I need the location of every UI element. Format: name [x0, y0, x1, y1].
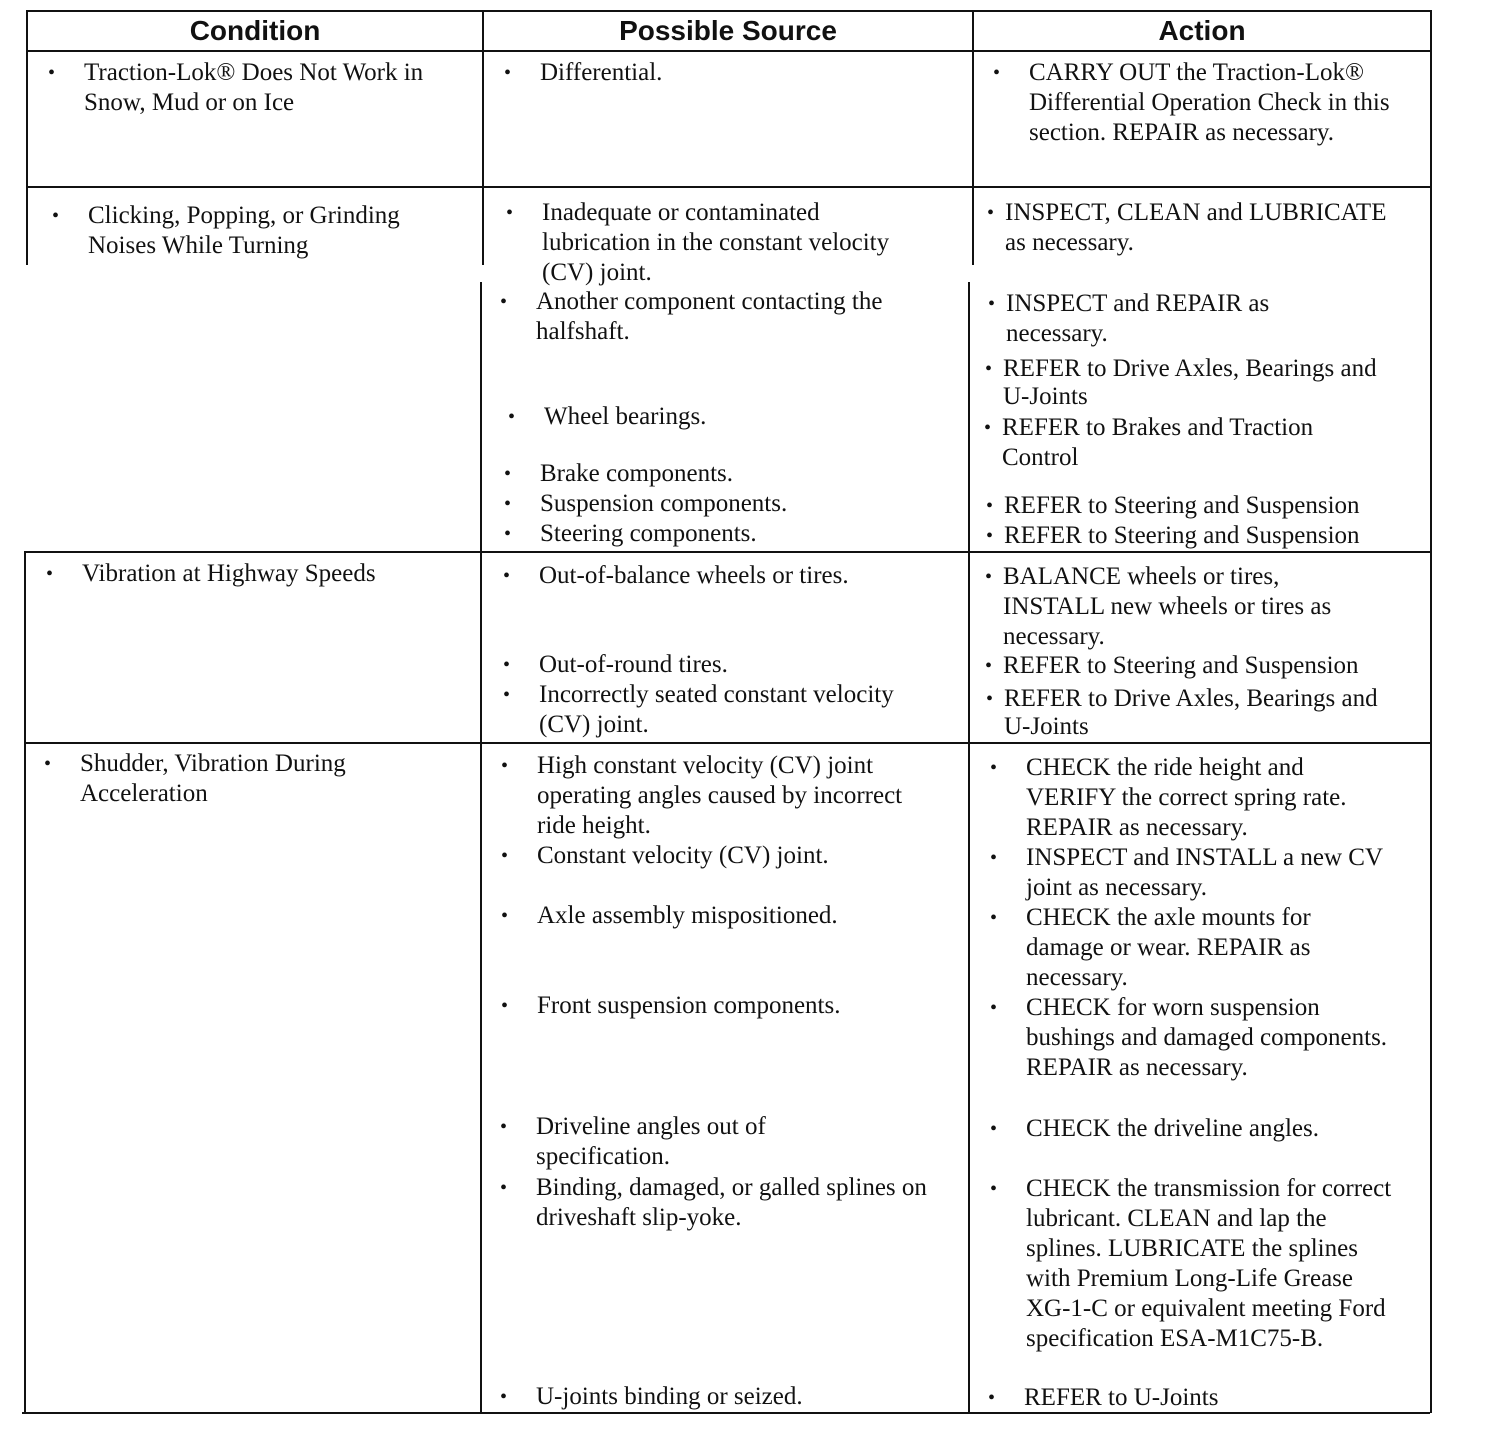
bullet: • — [987, 202, 995, 224]
source-item — [500, 1382, 956, 1412]
source-text: Steering components. — [540, 520, 757, 547]
source-text: Constant velocity (CV) joint. — [537, 842, 829, 869]
bullet: • — [48, 62, 56, 84]
condition-cell — [46, 559, 472, 589]
action-item — [987, 198, 1405, 258]
action-item — [990, 903, 1386, 993]
row-divider — [24, 551, 1432, 553]
bullet: • — [501, 845, 509, 867]
source-item — [506, 198, 912, 288]
action-text: CHECK the transmission for correct lubricant. CLEAN and lap the splines. LUBRICATE the splines with Premium Long-Life Grease XG-1-C or equivalent meeting Ford specification ESA-M1C75-B. — [1026, 1175, 1392, 1352]
action-item — [988, 289, 1346, 349]
source-item — [501, 751, 917, 841]
action-item — [986, 685, 1404, 741]
action-item — [985, 562, 1383, 652]
condition-text: Shudder, Vibration During Acceleration — [80, 750, 346, 807]
source-item — [500, 287, 946, 347]
source-text: Incorrectly seated constant velocity (CV) joint. — [539, 681, 894, 738]
action-text: REFER to Steering and Suspension — [1004, 522, 1360, 549]
bullet: • — [503, 565, 511, 587]
source-item — [504, 519, 940, 549]
source-text: Differential. — [540, 59, 663, 86]
condition-text: Clicking, Popping, or Grinding Noises While Turning — [88, 202, 400, 259]
bullet: • — [990, 757, 998, 779]
bullet: • — [990, 997, 998, 1019]
bullet: • — [990, 907, 998, 929]
row-divider — [24, 742, 1432, 744]
source-item — [504, 489, 940, 519]
condition-cell — [44, 749, 460, 809]
source-text: Out-of-round tires. — [539, 651, 728, 678]
bullet: • — [500, 1386, 508, 1408]
table-right-border — [1430, 10, 1432, 1413]
action-text: INSPECT and REPAIR as necessary. — [1006, 290, 1270, 347]
source-item — [508, 402, 944, 432]
bullet: • — [52, 205, 60, 227]
table-left-border — [24, 552, 26, 1413]
bullet: • — [504, 493, 512, 515]
action-text: REFER to Steering and Suspension — [1004, 492, 1360, 519]
action-text: REFER to Steering and Suspension — [1003, 652, 1359, 679]
bullet: • — [990, 1178, 998, 1200]
source-text: Front suspension components. — [537, 992, 841, 1019]
action-item — [990, 843, 1421, 903]
action-text: REFER to Drive Axles, Bearings and U-Joints — [1004, 685, 1378, 740]
action-text: BALANCE wheels or tires, INSTALL new wheels or tires as necessary. — [1003, 563, 1332, 650]
action-item — [985, 651, 1423, 681]
bullet: • — [500, 1177, 508, 1199]
action-item — [986, 521, 1424, 551]
source-text: Out-of-balance wheels or tires. — [539, 562, 849, 589]
bullet: • — [503, 654, 511, 676]
source-item — [501, 841, 957, 871]
bullet: • — [504, 463, 512, 485]
bullet: • — [988, 1387, 996, 1409]
source-item — [504, 459, 940, 489]
bullet: • — [986, 525, 994, 547]
bullet: • — [503, 684, 511, 706]
source-item — [501, 991, 957, 1021]
source-item — [503, 561, 959, 591]
action-item — [988, 1383, 1414, 1413]
action-text: REFER to U-Joints — [1024, 1384, 1219, 1411]
source-item — [501, 901, 957, 931]
bullet: • — [984, 417, 992, 439]
bullet: • — [46, 563, 54, 585]
bullet: • — [44, 753, 52, 775]
bullet: • — [500, 291, 508, 313]
bullet: • — [501, 905, 509, 927]
action-item — [984, 413, 1382, 473]
action-item — [990, 1174, 1401, 1354]
action-text: INSPECT, CLEAN and LUBRICATE as necessary. — [1005, 199, 1387, 256]
bullet: • — [986, 688, 994, 710]
bullet: • — [986, 495, 994, 517]
bullet: • — [985, 358, 993, 380]
action-item — [993, 58, 1409, 148]
action-item — [990, 753, 1396, 843]
source-text: Brake components. — [540, 460, 734, 487]
bullet: • — [985, 566, 993, 588]
source-item — [503, 680, 899, 740]
source-text: Wheel bearings. — [544, 403, 707, 430]
action-text: INSPECT and INSTALL a new CV joint as necessary. — [1026, 844, 1383, 901]
bullet: • — [508, 406, 516, 428]
source-item — [500, 1112, 866, 1172]
action-item — [990, 1114, 1416, 1144]
bullet: • — [988, 293, 996, 315]
bullet: • — [504, 523, 512, 545]
action-text: CHECK the ride height and VERIFY the correct spring rate. REPAIR as necessary. — [1026, 754, 1347, 841]
header-action: Action — [1158, 15, 1246, 46]
source-text: High constant velocity (CV) joint operating angles caused by incorrect ride height. — [537, 752, 903, 839]
source-item — [504, 58, 960, 88]
action-text: CHECK the axle mounts for damage or wear. REPAIR as necessary. — [1026, 904, 1311, 991]
condition-cell — [52, 201, 472, 261]
condition-cell — [48, 58, 474, 118]
row-divider — [27, 186, 1431, 188]
column-divider — [968, 282, 970, 1413]
action-text: CHECK the driveline angles. — [1026, 1115, 1319, 1142]
bullet: • — [990, 1118, 998, 1140]
source-item — [503, 650, 959, 680]
action-text: CARRY OUT the Traction-Lok® Differential Operation Check in this section. REPAIR as necessary. — [1029, 59, 1390, 146]
condition-text: Traction-Lok® Does Not Work in Snow, Mud or on Ice — [84, 59, 424, 116]
bullet: • — [993, 62, 1001, 84]
source-text: Inadequate or contaminated lubrication in the constant velocity (CV) joint. — [542, 199, 890, 286]
action-item — [985, 355, 1403, 411]
bullet: • — [504, 62, 512, 84]
source-text: Driveline angles out of specification. — [536, 1113, 766, 1170]
action-text: REFER to Drive Axles, Bearings and U-Joints — [1003, 355, 1377, 410]
bullet: • — [500, 1116, 508, 1138]
column-divider — [480, 282, 482, 1413]
header-possible-source: Possible Source — [619, 15, 837, 46]
bullet: • — [501, 995, 509, 1017]
source-text: Another component contacting the halfshaft. — [536, 288, 883, 345]
source-item — [500, 1173, 936, 1233]
source-text: Binding, damaged, or galled splines on driveshaft slip-yoke. — [536, 1174, 927, 1231]
bullet: • — [985, 655, 993, 677]
source-text: Axle assembly mispositioned. — [537, 902, 838, 929]
source-text: Suspension components. — [540, 490, 788, 517]
bullet: • — [506, 202, 514, 224]
header-condition: Condition — [189, 15, 321, 46]
condition-text: Vibration at Highway Speeds — [82, 560, 376, 587]
source-text: U-joints binding or seized. — [536, 1383, 803, 1410]
action-item — [986, 491, 1424, 521]
bullet: • — [501, 755, 509, 777]
action-text: REFER to Brakes and Traction Control — [1002, 414, 1314, 471]
action-text: CHECK for worn suspension bushings and damaged components. REPAIR as necessary. — [1026, 994, 1388, 1081]
action-item — [990, 993, 1396, 1083]
bullet: • — [990, 847, 998, 869]
